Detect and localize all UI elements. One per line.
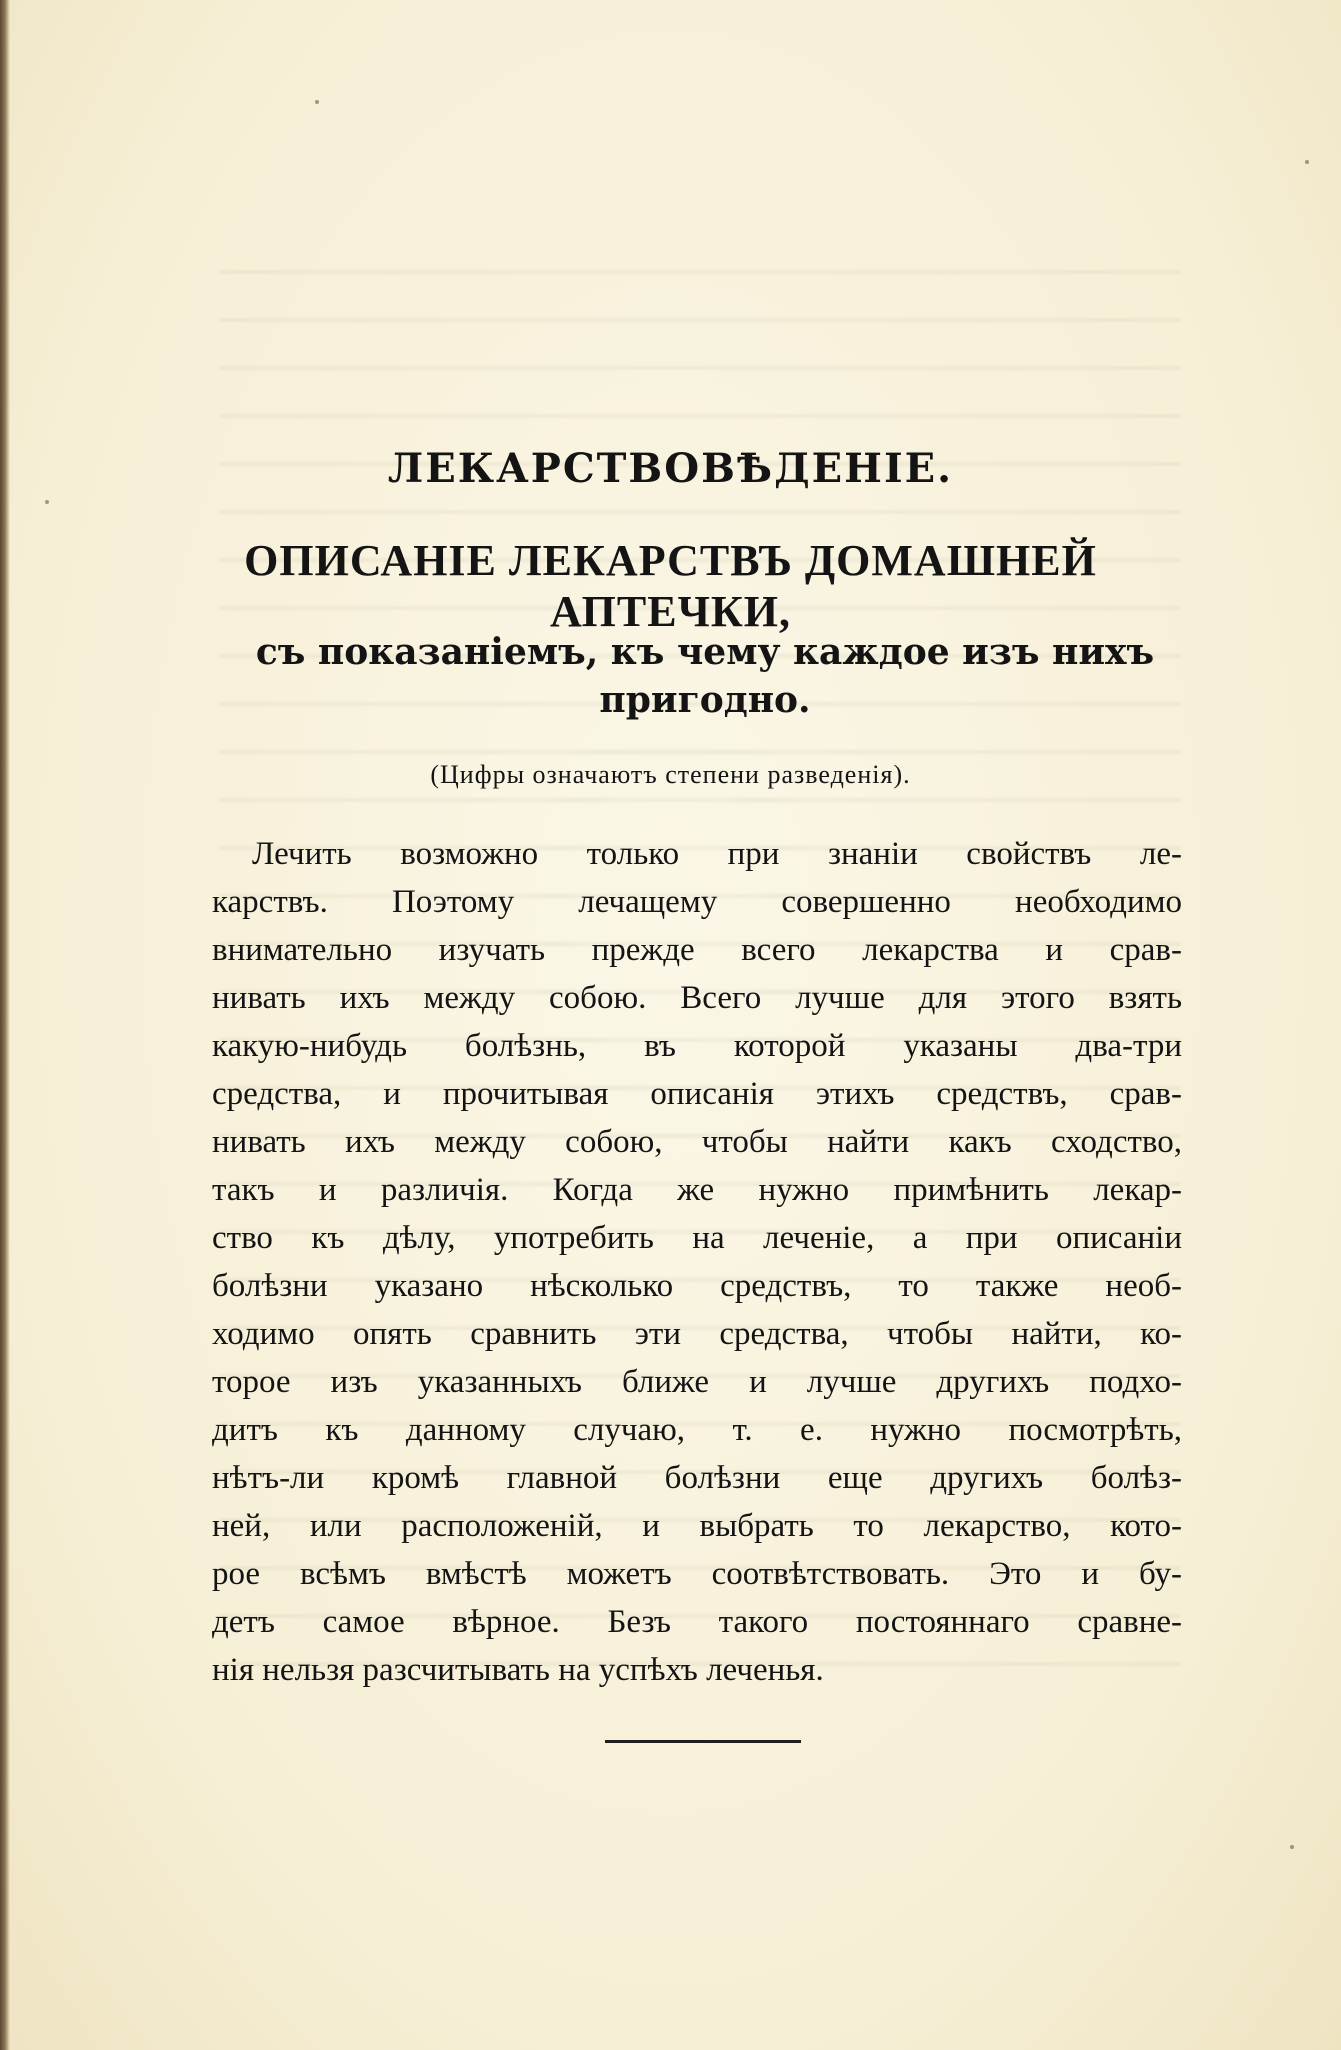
- paragraph-line: ство къ дѣлу, употребить на леченіе, а при описаніи: [212, 1220, 1182, 1256]
- page-title: ЛЕКАРСТВОВѢДЕНІЕ.: [387, 445, 954, 492]
- dilution-note: (Цифры означаютъ степени разведенія).: [430, 760, 911, 789]
- section-subtitle: ОПИСАНІЕ ЛЕКАРСТВЪ ДОМАШНЕЙ АПТЕЧКИ,: [244, 536, 1097, 636]
- indication-line: съ показаніемъ, къ чему каждое изъ нихъ: [255, 631, 1155, 673]
- paragraph-line: нивать ихъ между собою, чтобы найти какъ сходство,: [212, 1124, 1182, 1160]
- paragraph-line: ней, или расположеній, и выбрать то лекарство, кото-: [212, 1508, 1182, 1544]
- paragraph-line: детъ самое вѣрное. Безъ такого постояннаго сравне-: [212, 1604, 1182, 1640]
- paper-speck: [1305, 160, 1309, 164]
- paragraph-line: какую-нибудь болѣзнь, въ которой указаны два-три: [212, 1028, 1182, 1064]
- paper-speck: [45, 500, 49, 504]
- paragraph-line: рое всѣмъ вмѣстѣ можетъ соотвѣтствовать. Это и бу-: [212, 1556, 1182, 1592]
- section-divider-rule: [605, 1740, 801, 1743]
- paragraph-line: внимательно изучать прежде всего лекарства и срав-: [212, 932, 1182, 968]
- paragraph-line: карствъ. Поэтому лечащему совершенно необходимо: [212, 884, 1182, 920]
- paper-speck: [315, 100, 319, 104]
- paragraph-line: Лечить возможно только при знаніи свойствъ ле-: [252, 836, 1182, 872]
- paper-speck: [1290, 1845, 1294, 1849]
- indication-heading: [205, 628, 1205, 724]
- page-binding-edge: [0, 0, 10, 2050]
- paragraph-line: болѣзни указано нѣсколько средствъ, то также необ-: [212, 1268, 1182, 1304]
- body-paragraph: [212, 830, 1182, 1694]
- paragraph-line: торое изъ указанныхъ ближе и лучше другихъ подхо-: [212, 1364, 1182, 1400]
- paragraph-line: нѣтъ-ли кромѣ главной болѣзни еще другихъ болѣз-: [212, 1460, 1182, 1496]
- paragraph-line: нія нельзя разсчитывать на успѣхъ леченья.: [212, 1652, 824, 1688]
- indication-line: пригодно.: [599, 679, 811, 721]
- paragraph-line: нивать ихъ между собою. Всего лучше для этого взять: [212, 980, 1182, 1016]
- paragraph-line: ходимо опять сравнить эти средства, чтобы найти, ко-: [212, 1316, 1182, 1352]
- paragraph-line: дитъ къ данному случаю, т. е. нужно посмотрѣть,: [212, 1412, 1182, 1448]
- paragraph-line: такъ и различія. Когда же нужно примѣнить лекар-: [212, 1172, 1182, 1208]
- paragraph-line: средства, и прочитывая описанія этихъ средствъ, срав-: [212, 1076, 1182, 1112]
